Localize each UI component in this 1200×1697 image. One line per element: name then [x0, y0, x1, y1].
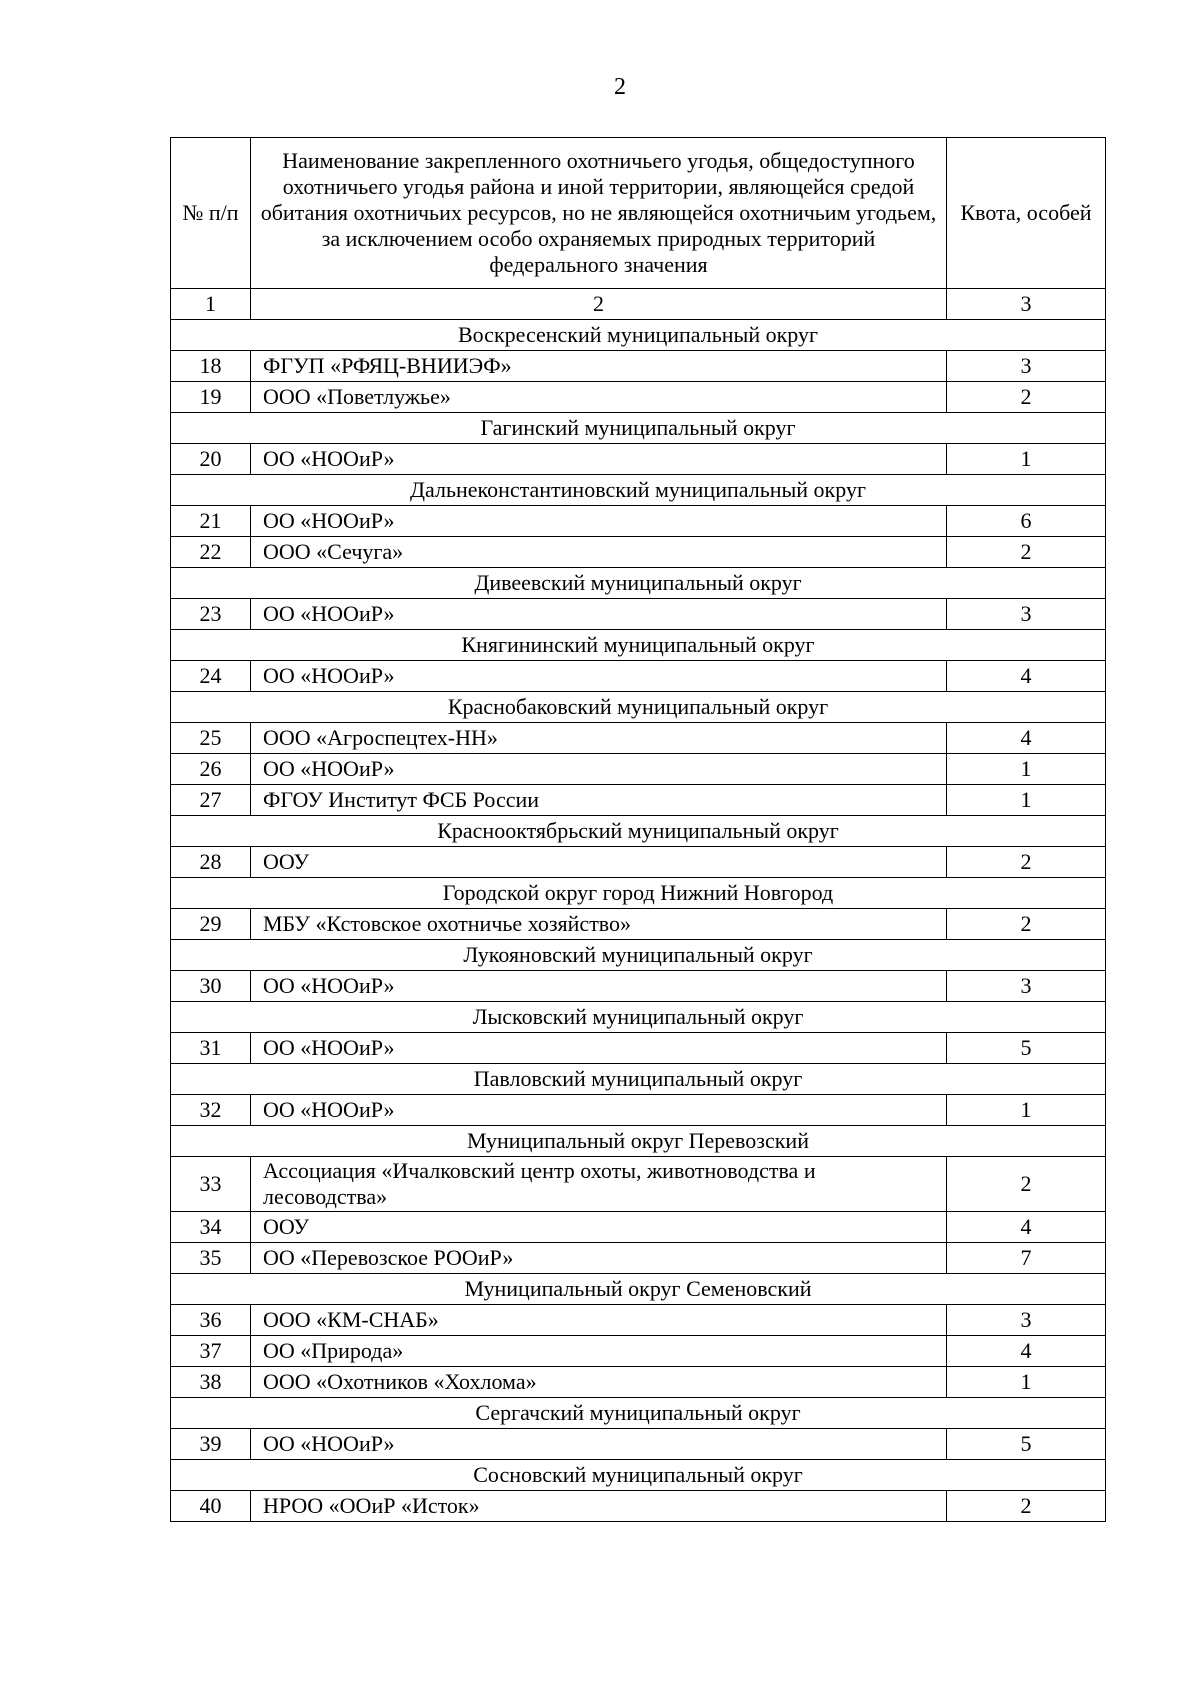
district-row — [171, 630, 1106, 661]
row-number: 21 — [171, 506, 251, 537]
column-numbers-row — [171, 289, 1106, 320]
row-number: 28 — [171, 847, 251, 878]
district-row — [171, 568, 1106, 599]
hunting-ground-name: ФГОУ Институт ФСБ России — [251, 785, 947, 816]
row-number: 37 — [171, 1336, 251, 1367]
quota-value: 4 — [947, 1336, 1106, 1367]
district-name: Городской округ город Нижний Новгород — [171, 878, 1106, 909]
district-row — [171, 413, 1106, 444]
hunting-ground-name: ОО «НООиР» — [251, 661, 947, 692]
district-name: Дальнеконстантиновский муниципальный округ — [171, 475, 1106, 506]
page-number: 2 — [614, 74, 626, 100]
district-name: Краснобаковский муниципальный округ — [171, 692, 1106, 723]
table-row — [171, 1157, 1106, 1212]
quota-value: 1 — [947, 1095, 1106, 1126]
row-number: 40 — [171, 1491, 251, 1522]
quota-value: 5 — [947, 1429, 1106, 1460]
row-number: 32 — [171, 1095, 251, 1126]
district-name: Сосновский муниципальный округ — [171, 1460, 1106, 1491]
table-row — [171, 1212, 1106, 1243]
column-number: 2 — [251, 289, 947, 320]
row-number: 33 — [171, 1157, 251, 1212]
district-name: Сергачский муниципальный округ — [171, 1398, 1106, 1429]
quota-value: 3 — [947, 351, 1106, 382]
quota-value: 2 — [947, 537, 1106, 568]
table-row — [171, 847, 1106, 878]
district-row — [171, 1064, 1106, 1095]
hunting-ground-name: МБУ «Кстовское охотничье хозяйство» — [251, 909, 947, 940]
quota-value: 2 — [947, 847, 1106, 878]
quota-value: 3 — [947, 971, 1106, 1002]
quota-value: 6 — [947, 506, 1106, 537]
district-row — [171, 1002, 1106, 1033]
table-row — [171, 506, 1106, 537]
table-row — [171, 1243, 1106, 1274]
table-row — [171, 1367, 1106, 1398]
district-name: Муниципальный округ Перевозский — [171, 1126, 1106, 1157]
table-row — [171, 599, 1106, 630]
hunting-ground-name: ОО «Перевозское РООиР» — [251, 1243, 947, 1274]
quota-value: 2 — [947, 909, 1106, 940]
row-number: 34 — [171, 1212, 251, 1243]
table-row — [171, 1305, 1106, 1336]
table-row — [171, 1095, 1106, 1126]
table-row — [171, 444, 1106, 475]
row-number: 22 — [171, 537, 251, 568]
hunting-ground-name: ООО «КМ-СНАБ» — [251, 1305, 947, 1336]
header-name: Наименование закрепленного охотничьего угодья, общедоступного охотничьего угодья района и иной территории, являющейся средой обитания охотничьих ресурсов, но не являющейся охотничьим угодьем, за исключением особо охраняемых природных территорий федерального значения — [251, 138, 947, 289]
hunting-ground-name: ФГУП «РФЯЦ-ВНИИЭФ» — [251, 351, 947, 382]
district-name: Воскресенский муниципальный округ — [171, 320, 1106, 351]
hunting-ground-name: ООО «Агроспецтех-НН» — [251, 723, 947, 754]
hunting-quota-table — [170, 137, 1106, 1522]
district-row — [171, 816, 1106, 847]
row-number: 35 — [171, 1243, 251, 1274]
hunting-ground-name: ООУ — [251, 847, 947, 878]
header-number: № п/п — [171, 138, 251, 289]
table-row — [171, 909, 1106, 940]
table-row — [171, 971, 1106, 1002]
district-row — [171, 320, 1106, 351]
row-number: 31 — [171, 1033, 251, 1064]
row-number: 18 — [171, 351, 251, 382]
quota-value: 1 — [947, 1367, 1106, 1398]
quota-value: 2 — [947, 1491, 1106, 1522]
district-name: Лукояновский муниципальный округ — [171, 940, 1106, 971]
table-row — [171, 785, 1106, 816]
hunting-ground-name: ООУ — [251, 1212, 947, 1243]
row-number: 29 — [171, 909, 251, 940]
column-number: 3 — [947, 289, 1106, 320]
district-row — [171, 475, 1106, 506]
hunting-ground-name: НРОО «ООиР «Исток» — [251, 1491, 947, 1522]
quota-value: 4 — [947, 1212, 1106, 1243]
quota-value: 1 — [947, 754, 1106, 785]
hunting-ground-name: Ассоциация «Ичалковский центр охоты, животноводства и лесоводства» — [251, 1157, 947, 1212]
row-number: 25 — [171, 723, 251, 754]
district-name: Краснооктябрьский муниципальный округ — [171, 816, 1106, 847]
quota-value: 1 — [947, 444, 1106, 475]
district-row — [171, 1274, 1106, 1305]
quota-value: 7 — [947, 1243, 1106, 1274]
hunting-ground-name: ОО «НООиР» — [251, 1429, 947, 1460]
hunting-ground-name: ОО «НООиР» — [251, 599, 947, 630]
district-row — [171, 1398, 1106, 1429]
district-name: Княгининский муниципальный округ — [171, 630, 1106, 661]
row-number: 36 — [171, 1305, 251, 1336]
quota-value: 4 — [947, 723, 1106, 754]
row-number: 20 — [171, 444, 251, 475]
row-number: 27 — [171, 785, 251, 816]
table-row — [171, 382, 1106, 413]
column-number: 1 — [171, 289, 251, 320]
row-number: 30 — [171, 971, 251, 1002]
quota-value: 3 — [947, 599, 1106, 630]
table-row — [171, 1033, 1106, 1064]
row-number: 24 — [171, 661, 251, 692]
district-name: Лысковский муниципальный округ — [171, 1002, 1106, 1033]
district-row — [171, 692, 1106, 723]
header-quota: Квота, особей — [947, 138, 1106, 289]
hunting-ground-name: ОО «Природа» — [251, 1336, 947, 1367]
district-row — [171, 940, 1106, 971]
hunting-ground-name: ООО «Поветлужье» — [251, 382, 947, 413]
district-name: Павловский муниципальный округ — [171, 1064, 1106, 1095]
row-number: 23 — [171, 599, 251, 630]
quota-value: 1 — [947, 785, 1106, 816]
district-name: Гагинский муниципальный округ — [171, 413, 1106, 444]
table-row — [171, 537, 1106, 568]
table-row — [171, 1491, 1106, 1522]
district-row — [171, 878, 1106, 909]
table-row — [171, 661, 1106, 692]
row-number: 19 — [171, 382, 251, 413]
quota-value: 2 — [947, 1157, 1106, 1212]
table-row — [171, 723, 1106, 754]
hunting-ground-name: ООО «Охотников «Хохлома» — [251, 1367, 947, 1398]
row-number: 39 — [171, 1429, 251, 1460]
hunting-ground-name: ОО «НООиР» — [251, 1095, 947, 1126]
table-header-row — [171, 138, 1106, 289]
hunting-ground-name: ООО «Сечуга» — [251, 537, 947, 568]
table-row — [171, 1429, 1106, 1460]
hunting-ground-name: ОО «НООиР» — [251, 971, 947, 1002]
table-row — [171, 351, 1106, 382]
hunting-ground-name: ОО «НООиР» — [251, 1033, 947, 1064]
quota-value: 3 — [947, 1305, 1106, 1336]
district-row — [171, 1126, 1106, 1157]
quota-value: 4 — [947, 661, 1106, 692]
quota-value: 2 — [947, 382, 1106, 413]
hunting-ground-name: ОО «НООиР» — [251, 754, 947, 785]
table-row — [171, 754, 1106, 785]
district-name: Дивеевский муниципальный округ — [171, 568, 1106, 599]
table-row — [171, 1336, 1106, 1367]
hunting-ground-name: ОО «НООиР» — [251, 506, 947, 537]
row-number: 38 — [171, 1367, 251, 1398]
quota-value: 5 — [947, 1033, 1106, 1064]
district-row — [171, 1460, 1106, 1491]
row-number: 26 — [171, 754, 251, 785]
hunting-ground-name: ОО «НООиР» — [251, 444, 947, 475]
district-name: Муниципальный округ Семеновский — [171, 1274, 1106, 1305]
